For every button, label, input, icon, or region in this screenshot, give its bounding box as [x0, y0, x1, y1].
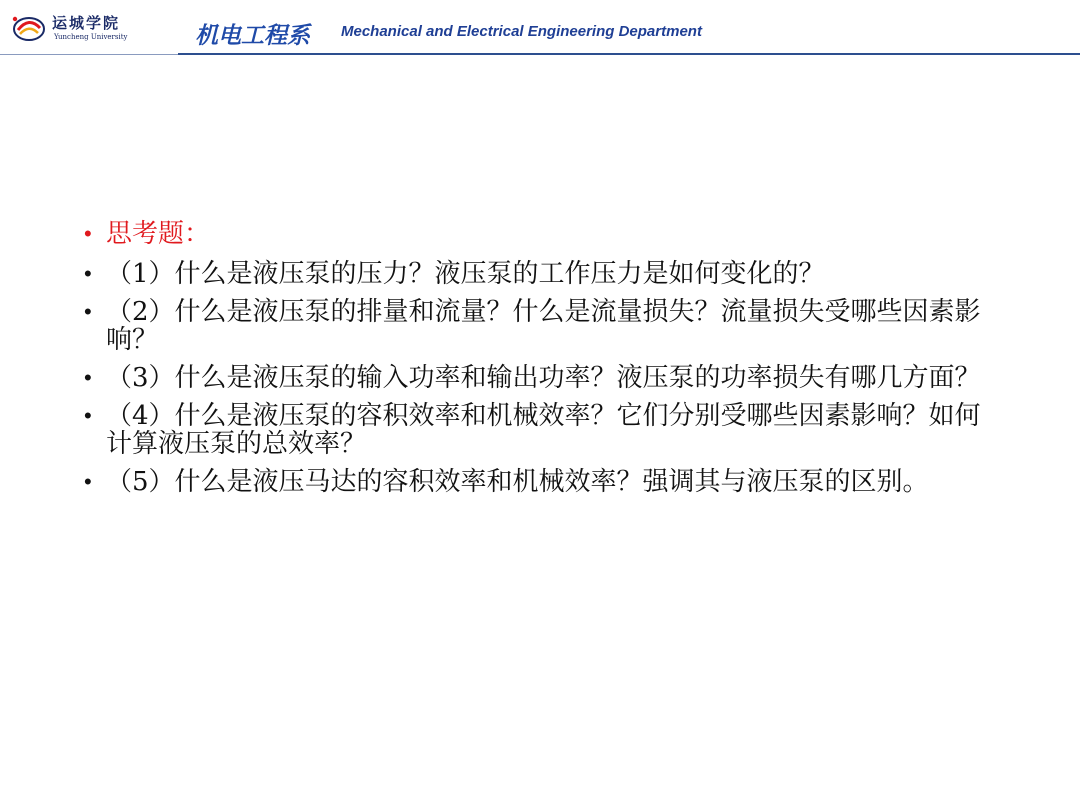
bullet: •: [84, 365, 92, 390]
department-title-cn: 机电工程系: [195, 23, 310, 49]
question-text: （2）什么是液压泵的排量和流量？什么是流量损失？流量损失受哪些因素影响？: [106, 297, 981, 355]
list-item: [84, 468, 1004, 496]
question-list: [84, 220, 1004, 506]
logo-name: 运城学院: [52, 14, 121, 32]
bullet: •: [84, 299, 92, 324]
department-title-en: Mechanical and Electrical Engineering Department: [341, 23, 702, 40]
header-divider: [178, 53, 1080, 55]
bullet: •: [84, 261, 92, 286]
question-text: （4）什么是液压泵的容积效率和机械效率？它们分别受哪些因素影响？如何计算液压泵的总效率？: [106, 401, 981, 459]
slide-header: [0, 0, 1080, 56]
list-item: [84, 364, 1004, 392]
question-text: （1）什么是液压泵的压力？液压泵的工作压力是如何变化的？: [106, 259, 825, 289]
list-item: [84, 260, 1004, 288]
header-divider-left: [0, 54, 178, 55]
bullet: •: [84, 469, 92, 494]
heading-text: 思考题：: [106, 219, 211, 249]
list-item: [84, 298, 1004, 354]
list-item: [84, 402, 1004, 458]
list-item-heading: [84, 220, 1004, 248]
university-logo: [6, 8, 181, 48]
bullet: •: [84, 221, 92, 246]
question-text: （5）什么是液压马达的容积效率和机械效率？强调其与液压泵的区别。: [106, 467, 929, 497]
logo-subtitle: Yuncheng University: [54, 33, 128, 41]
question-text: （3）什么是液压泵的输入功率和输出功率？液压泵的功率损失有哪几方面？: [106, 363, 981, 393]
university-emblem-icon: [10, 14, 48, 42]
bullet: •: [84, 403, 92, 428]
